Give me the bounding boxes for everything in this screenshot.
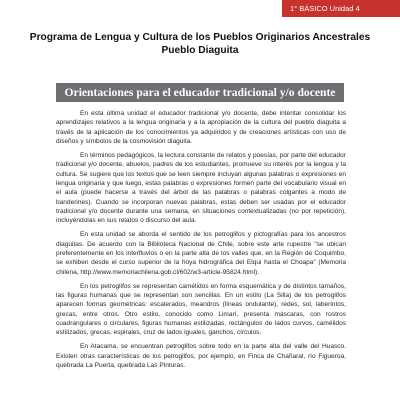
paragraph: En los petroglifos se representan camélidos en forma esquemática y de distintos tamaños, las figuras humanas que se representan son sencillas. En un estilo (La Silla) de los petroglifos aparecen formas geométricas: escalerados, meandros (líneas ondulante), redes, sol, laberintos, grecas, entre otros. Otro estilo, conocido como Limarí, presenta máscaras, con rostros cuadrangulares o circulares, figuras humanas estilizadas, rectángulos de lados curvos, camélidos estilizados, grecas, espirales, cruz de lados iguales, ganchos, círculos.	[56, 282, 346, 337]
paragraph: En Atacama, se encuentran petroglifos sobre todo en la parte alta del valle del Huasco. Existen otras características de los petroglifos, por ejemplo, en Finca de Chañaral, río Figueroa, quebrada La Puerta, quebrada Las Pinturas.	[56, 343, 346, 369]
paragraph: En esta unidad se aborda el sentido de los petroglifos y pictografías para los ancestros diaguitas. De acuerdo con la Biblioteca Nacional de Chile, sobre este arte rupestre "se ubican preferentemente en los interfluvios o en la parte alta de los valles que, en la Región de Coquimbo, se exhiben desde el curso superior de la hoya hidrográfica del Elqui hasta el Choapa" (Memoria chilena, http://www.memoriachilena.gob.cl/602/w3-article-95824.html).	[56, 231, 346, 276]
paragraph: En esta última unidad el educador tradicional y/o docente, debe intentar consolidar los aprendizajes relativos a la lengua originaria y a la apropiación de la cultura del pueblo diaguita a través de la aplicación de los conocimientos ya adquiridos y de creaciones artísticas con uso de diseños y símbolos de la cosmovisión diaguita.	[56, 110, 346, 146]
people-title-line: Pueblo Diaguita	[161, 45, 239, 56]
paragraph: En términos pedagógicos, la lectura constante de relatos y poesías, por parte del educador tradicional y/o docente, abuelos, padres de los estudiantes, promueve su interés por la lengua y la cultura. Se sugiere que los textos que se leen siempre incluyan algunas palabras o expresiones en lengua originaria y que luego, estas palabras o expresiones formen parte del vocabulario visual en el aula (puede hacerse a través del árbol de las palabras o palabras colgantes a modo de banderines). Cuando se incorporan nuevas palabras, estas deben ser usadas por el educador tradicional y/o docente durante una semana, en situaciones contextualizadas (no por repetición), incluyéndolas en sus relatos o discurso del aula.	[56, 151, 346, 225]
program-title-line: Programa de Lengua y Cultura de los Pueblos Originarios Ancestrales	[29, 32, 371, 43]
section-heading: Orientaciones para el educador tradicional y/o docente	[56, 83, 344, 102]
grade-unit-badge: 1° BÁSICO Unidad 4	[282, 0, 400, 17]
program-title	[0, 31, 400, 57]
body-text	[56, 109, 346, 375]
